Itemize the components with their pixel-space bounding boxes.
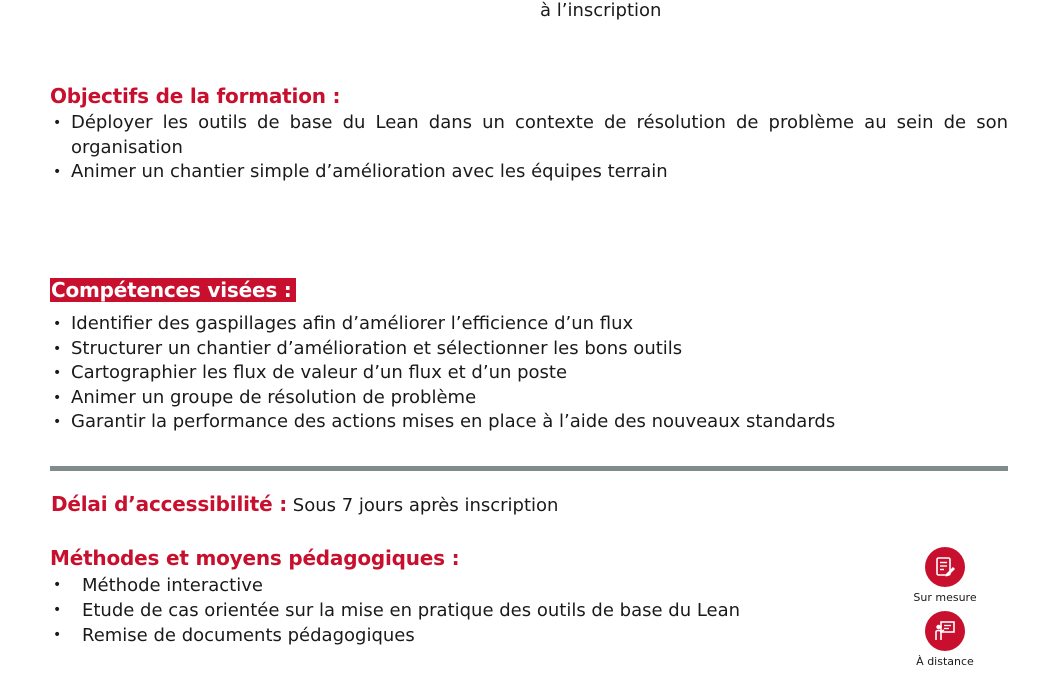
- list-item: • Garantir la performance des actions mises en place à l’aide des nouveaux standards: [51, 410, 1008, 435]
- section-divider: [50, 466, 1008, 471]
- list-item: • Animer un groupe de résolution de problème: [51, 386, 1008, 411]
- objectifs-list: [51, 111, 1008, 185]
- delai-value: Sous 7 jours après inscription: [292, 495, 559, 516]
- list-item: • Identifier des gaspillages afin d’améliorer l’efficience d’un flux: [51, 312, 1008, 337]
- badge-label-a-distance: À distance: [916, 655, 974, 668]
- list-item: • Déployer les outils de base du Lean dans un contexte de résolution de problème au sein de son organisation: [51, 111, 1008, 160]
- document-pen-icon: [925, 547, 965, 587]
- presenter-board-icon: [925, 611, 965, 651]
- methodes-heading: Méthodes et moyens pédagogiques :: [50, 546, 460, 570]
- list-item: • Méthode interactive: [50, 573, 870, 598]
- delai-heading: Délai d’accessibilité :: [51, 492, 288, 516]
- objectifs-heading: Objectifs de la formation :: [50, 84, 341, 108]
- top-continuation-text: à l’inscription: [540, 0, 662, 21]
- competences-heading: [50, 278, 296, 302]
- list-item: • Etude de cas orientée sur la mise en pratique des outils de base du Lean: [50, 598, 870, 623]
- delai-line: [51, 492, 558, 516]
- list-item: • Animer un chantier simple d’amélioration avec les équipes terrain: [51, 160, 1008, 185]
- list-item: • Cartographier les flux de valeur d’un flux et d’un poste: [51, 361, 1008, 386]
- list-item: • Remise de documents pédagogiques: [50, 623, 870, 648]
- list-item: • Structurer un chantier d’amélioration et sélectionner les bons outils: [51, 337, 1008, 362]
- badge-label-sur-mesure: Sur mesure: [913, 591, 977, 604]
- competences-heading-label: Compétences visées :: [50, 278, 296, 302]
- competences-list: [51, 312, 1008, 435]
- methodes-list: [50, 573, 870, 648]
